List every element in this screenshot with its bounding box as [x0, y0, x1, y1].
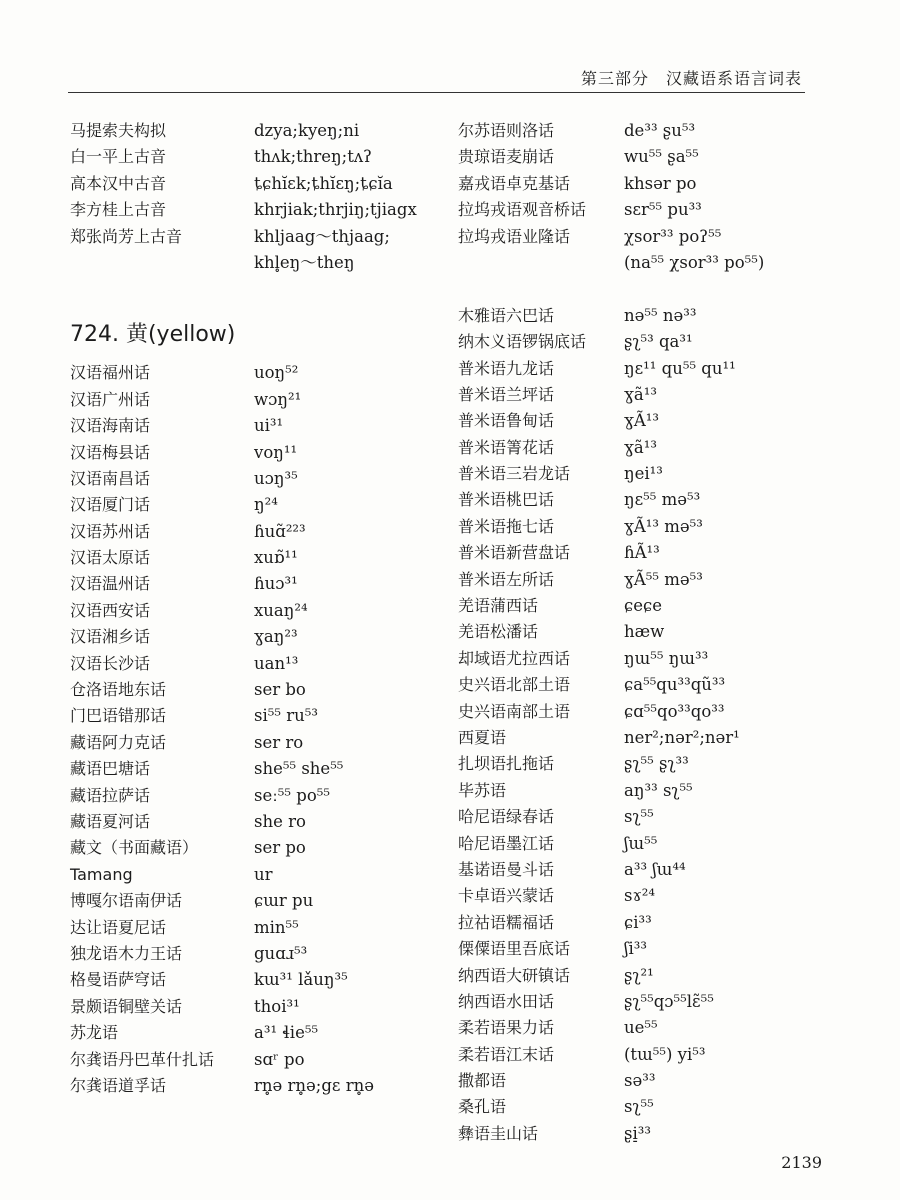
- entry-row: [70, 413, 440, 439]
- entry-row: [458, 646, 858, 672]
- entry-row: [458, 144, 858, 170]
- language-name: Tamang: [70, 864, 133, 884]
- transcription: ɕi³³: [624, 912, 652, 932]
- entry-row: [70, 144, 440, 170]
- entry-row: [70, 171, 440, 197]
- language-name: 普米语三岩龙话: [458, 464, 571, 484]
- transcription: xuaŋ²⁴: [254, 600, 308, 620]
- transcription: ɣaŋ²³: [254, 627, 298, 647]
- transcription: wɔŋ²¹: [254, 389, 302, 409]
- transcription: ɣã¹³: [624, 437, 657, 457]
- language-name: 羌语蒲西话: [458, 596, 539, 616]
- entry-row: [70, 250, 440, 276]
- transcription: uan¹³: [254, 653, 299, 673]
- language-name: 藏语阿力克话: [70, 732, 167, 752]
- entry-row: [70, 360, 440, 386]
- entry-row: [458, 514, 858, 540]
- transcription: ser po: [254, 838, 306, 858]
- language-name: 拉坞戎语业隆话: [458, 226, 571, 246]
- language-name: 马提索夫构拟: [70, 121, 167, 140]
- entry-row: [458, 804, 858, 830]
- transcription: uɔŋ³⁵: [254, 468, 298, 488]
- language-name: 门巴语错那话: [70, 706, 167, 726]
- language-name: 汉语厦门话: [70, 495, 151, 515]
- transcription: khljaag～thjaag;: [254, 226, 390, 246]
- transcription: she ro: [254, 811, 306, 831]
- entry-row: [70, 224, 440, 250]
- entry-row: [458, 567, 858, 593]
- entry-row: [70, 545, 440, 571]
- transcription: ɕeɕe: [624, 596, 663, 616]
- transcription: ɕɑ⁵⁵qo³³qo³³: [624, 701, 725, 721]
- language-name: 郑张尚芳上古音: [70, 226, 183, 246]
- entry-row: [70, 783, 440, 809]
- entry-row: [70, 756, 440, 782]
- transcription: ner²;nər²;nər¹: [624, 727, 740, 747]
- language-name: 柔若语果力话: [458, 1018, 555, 1038]
- entry-list-left: [70, 360, 440, 1099]
- language-name: 藏语夏河话: [70, 811, 151, 831]
- entry-row: [458, 303, 858, 329]
- language-name: 哈尼语绿春话: [458, 807, 555, 827]
- language-name: 史兴语南部土语: [458, 701, 571, 721]
- transcription: rn̥ə rn̥ə;gɛ rn̥ə: [254, 1075, 374, 1095]
- transcription: kɯ³¹ lǎuŋ³⁵: [254, 970, 348, 990]
- entry-row: [70, 862, 440, 888]
- entry-row: [70, 598, 440, 624]
- transcription: ui³¹: [254, 416, 284, 436]
- transcription: voŋ¹¹: [254, 442, 298, 462]
- language-name: 纳木义语锣锅底话: [458, 332, 587, 352]
- transcription: ser bo: [254, 680, 306, 700]
- entry-row: [458, 171, 858, 197]
- language-name: 扎坝语扎拖话: [458, 754, 555, 774]
- entry-row: [458, 751, 858, 777]
- transcription: a³³ ʃɯ⁴⁴: [624, 859, 686, 879]
- language-name: 拉祜语糯福话: [458, 912, 555, 932]
- language-name: 基诺语曼斗话: [458, 859, 555, 879]
- language-name: 汉语湘乡话: [70, 627, 151, 647]
- entry-row: [70, 387, 440, 413]
- language-name: 汉语太原话: [70, 548, 151, 568]
- language-name: 汉语福州话: [70, 363, 151, 383]
- entry-row: [458, 883, 858, 909]
- language-name: 卡卓语兴蒙话: [458, 886, 555, 906]
- language-name: 普米语九龙话: [458, 358, 555, 378]
- transcription: ŋɛ⁵⁵ mə⁵³: [624, 490, 701, 510]
- transcription: ŋ²⁴: [254, 495, 278, 515]
- language-name: 汉语长沙话: [70, 653, 151, 673]
- language-name: 普米语鲁甸话: [458, 411, 555, 431]
- entry-row: [458, 356, 858, 382]
- entry-row: [458, 1094, 858, 1120]
- entry-row: [458, 778, 858, 804]
- entry-row: [70, 651, 440, 677]
- language-name: 汉语苏州话: [70, 521, 151, 541]
- language-name: 哈尼语墨江话: [458, 833, 555, 853]
- transcription: (tɯ⁵⁵) yi⁵³: [624, 1044, 706, 1064]
- running-header: 第三部分 汉藏语系语言词表: [580, 69, 802, 88]
- entry-row: [458, 857, 858, 883]
- transcription: sɤ²⁴: [624, 886, 656, 906]
- transcription: sɑʳ po: [254, 1049, 305, 1069]
- language-name: 嘉戎语卓克基话: [458, 173, 571, 193]
- transcription: sə³³: [624, 1071, 656, 1091]
- language-name: 柔若语江末话: [458, 1044, 555, 1064]
- language-name: 藏语拉萨话: [70, 785, 151, 805]
- language-name: 木雅语六巴话: [458, 305, 555, 325]
- entry-row: [458, 435, 858, 461]
- transcription: si⁵⁵ ru⁵³: [254, 706, 318, 726]
- language-name: 普米语拖七话: [458, 516, 555, 536]
- transcription: ʂʅ²¹: [624, 965, 654, 985]
- entry-row: [70, 492, 440, 518]
- entry-row: [458, 989, 858, 1015]
- right-column: [458, 118, 858, 1147]
- language-name: 史兴语北部土语: [458, 675, 571, 695]
- entry-row: [70, 466, 440, 492]
- language-name: 汉语广州话: [70, 389, 151, 409]
- prev-entry-list: [70, 118, 440, 276]
- transcription: ser ro: [254, 732, 304, 752]
- entry-row: [458, 118, 858, 144]
- transcription: hæw: [624, 622, 665, 642]
- transcription: khrjiak;thrjiŋ;tjiagx: [254, 200, 417, 220]
- entry-row: [70, 571, 440, 597]
- entry-row: [70, 440, 440, 466]
- transcription: ɣã¹³: [624, 384, 657, 404]
- transcription: ue⁵⁵: [624, 1018, 658, 1038]
- transcription: ɦÃ¹³: [624, 543, 660, 563]
- transcription: ɣÃ¹³ mə⁵³: [624, 516, 703, 536]
- entry-row: [458, 382, 858, 408]
- entry-row: [458, 725, 858, 751]
- transcription: xuɒ̃¹¹: [254, 548, 298, 568]
- transcription: sʅ⁵⁵: [624, 807, 654, 827]
- header-rule: [68, 92, 805, 93]
- transcription: (na⁵⁵ χsor³³ po⁵⁵): [624, 252, 765, 272]
- language-name: 贵琼语麦崩话: [458, 147, 555, 167]
- entry-row: [458, 250, 858, 276]
- language-name: 仓洛语地东话: [70, 680, 167, 700]
- transcription: ɕɯr pu: [254, 891, 314, 911]
- entry-row: [458, 593, 858, 619]
- entry-row: [458, 619, 858, 645]
- transcription: min⁵⁵: [254, 917, 299, 937]
- transcription: dzya;kyeŋ;ni: [254, 121, 360, 140]
- spacer: [458, 276, 858, 302]
- language-name: 普米语兰坪话: [458, 384, 555, 404]
- language-name: 藏语巴塘话: [70, 759, 151, 779]
- transcription: ʃi³³: [624, 939, 647, 959]
- language-name: 普米语桃巴话: [458, 490, 555, 510]
- transcription: sʅ⁵⁵: [624, 1097, 654, 1117]
- transcription: ɦuɑ̃²²³: [254, 521, 306, 541]
- language-name: 尔苏语则洛话: [458, 121, 555, 140]
- language-name: 汉语西安话: [70, 600, 151, 620]
- transcription: thʌk;threŋ;tʌʔ: [254, 147, 373, 167]
- language-name: 拉坞戎语观音桥话: [458, 200, 587, 220]
- entry-row: [70, 677, 440, 703]
- entry-row: [458, 1015, 858, 1041]
- entry-list-right: [458, 118, 858, 1147]
- language-name: 纳西语大研镇话: [458, 965, 571, 985]
- transcription: sɛr⁵⁵ pu³³: [624, 200, 702, 220]
- transcription: she⁵⁵ she⁵⁵: [254, 759, 344, 779]
- transcription: aŋ³³ sʅ⁵⁵: [624, 780, 693, 800]
- entry-row: [458, 1068, 858, 1094]
- language-name: 博嘎尔语南伊话: [70, 891, 183, 911]
- transcription: guɑɹ⁵³: [254, 943, 308, 963]
- transcription: ʂʅ⁵⁵qɔ⁵⁵lɛ̃⁵⁵: [624, 991, 714, 1011]
- language-name: 羌语松潘话: [458, 622, 539, 642]
- transcription: ʂi̠³³: [624, 1123, 651, 1143]
- language-name: 纳西语水田话: [458, 991, 555, 1011]
- transcription: ŋɛ¹¹ qu⁵⁵ qu¹¹: [624, 358, 736, 378]
- language-name: 达让语夏尼话: [70, 917, 167, 937]
- entry-row: [70, 941, 440, 967]
- language-name: 高本汉中古音: [70, 173, 167, 193]
- entry-row: [70, 888, 440, 914]
- transcription: nə⁵⁵ nə³³: [624, 305, 697, 325]
- transcription: khl̥eŋ～theŋ: [254, 252, 355, 272]
- language-name: 却域语尤拉西话: [458, 648, 571, 668]
- language-name: 藏文（书面藏语）: [70, 838, 199, 858]
- transcription: de³³ ʂu⁵³: [624, 121, 696, 140]
- entry-row: [458, 831, 858, 857]
- language-name: 普米语箐花话: [458, 437, 555, 457]
- transcription: seː⁵⁵ po⁵⁵: [254, 785, 330, 805]
- language-name: 西夏语: [458, 727, 507, 747]
- transcription: ʂʅ⁵³ qa³¹: [624, 332, 693, 352]
- entry-row: [458, 487, 858, 513]
- transcription: ŋɯ⁵⁵ ŋɯ³³: [624, 648, 709, 668]
- language-name: 格曼语萨穹话: [70, 970, 167, 990]
- language-name: 普米语左所话: [458, 569, 555, 589]
- transcription: ʂʅ⁵⁵ ʂʅ³³: [624, 754, 689, 774]
- entry-row: [70, 1020, 440, 1046]
- language-name: 尔龚语道孚话: [70, 1075, 167, 1095]
- entry-row: [458, 1121, 858, 1147]
- left-column: [70, 118, 440, 1099]
- language-name: 李方桂上古音: [70, 200, 167, 220]
- language-name: 独龙语木力王话: [70, 943, 183, 963]
- language-name: 撒都语: [458, 1071, 507, 1091]
- language-name: 普米语新营盘话: [458, 543, 571, 563]
- entry-row: [70, 703, 440, 729]
- entry-row: [70, 835, 440, 861]
- entry-row: [458, 910, 858, 936]
- language-name: 汉语梅县话: [70, 442, 151, 462]
- entry-row: [458, 540, 858, 566]
- entry-row: [70, 519, 440, 545]
- transcription: uoŋ⁵²: [254, 363, 299, 383]
- transcription: thoi³¹: [254, 996, 300, 1016]
- transcription: wu⁵⁵ ʂa⁵⁵: [624, 147, 699, 167]
- entry-row: [458, 699, 858, 725]
- transcription: ɣÃ⁵⁵ mə⁵³: [624, 569, 703, 589]
- transcription: ɦuɔ³¹: [254, 574, 298, 594]
- entry-row: [458, 329, 858, 355]
- entry-row: [70, 967, 440, 993]
- language-name: 景颇语铜壁关话: [70, 996, 183, 1016]
- entry-row: [70, 915, 440, 941]
- entry-row: [458, 963, 858, 989]
- entry-row: [70, 197, 440, 223]
- language-name: 彝语圭山话: [458, 1123, 539, 1143]
- transcription: ȶɕhĭɛk;ȶhĭɛŋ;ȶɕĭa: [254, 173, 393, 193]
- entry-row: [70, 1047, 440, 1073]
- language-name: 苏龙语: [70, 1023, 119, 1043]
- transcription: χsor³³ poʔ⁵⁵: [624, 226, 722, 246]
- entry-row: [458, 224, 858, 250]
- entry-row: [458, 936, 858, 962]
- section-title: 724. 黄(yellow): [70, 322, 236, 348]
- entry-row: [458, 461, 858, 487]
- entry-row: [70, 118, 440, 144]
- language-name: 汉语南昌话: [70, 468, 151, 488]
- entry-row: [70, 730, 440, 756]
- entry-row: [458, 408, 858, 434]
- language-name: 桑孔语: [458, 1097, 507, 1117]
- transcription: ʃɯ⁵⁵: [624, 833, 658, 853]
- transcription: khsər po: [624, 173, 697, 193]
- transcription: ɕa⁵⁵qu³³qũ³³: [624, 675, 726, 695]
- transcription: ɣÃ¹³: [624, 411, 660, 431]
- entry-row: [458, 1042, 858, 1068]
- entry-row: [458, 672, 858, 698]
- entry-row: [458, 197, 858, 223]
- entry-row: [70, 994, 440, 1020]
- transcription: ŋei¹³: [624, 464, 663, 484]
- transcription: a³¹ ɬie⁵⁵: [254, 1023, 319, 1043]
- entry-row: [70, 624, 440, 650]
- language-name: 傈僳语里吾底话: [458, 939, 571, 959]
- language-name: 白一平上古音: [70, 147, 167, 167]
- entry-row: [70, 1073, 440, 1099]
- language-name: 毕苏语: [458, 780, 507, 800]
- page-number: 2139: [781, 1153, 822, 1172]
- transcription: ur: [254, 864, 273, 884]
- language-name: 汉语海南话: [70, 416, 151, 436]
- language-name: 汉语温州话: [70, 574, 151, 594]
- language-name: 尔龚语丹巴革什扎话: [70, 1049, 215, 1069]
- entry-row: [70, 809, 440, 835]
